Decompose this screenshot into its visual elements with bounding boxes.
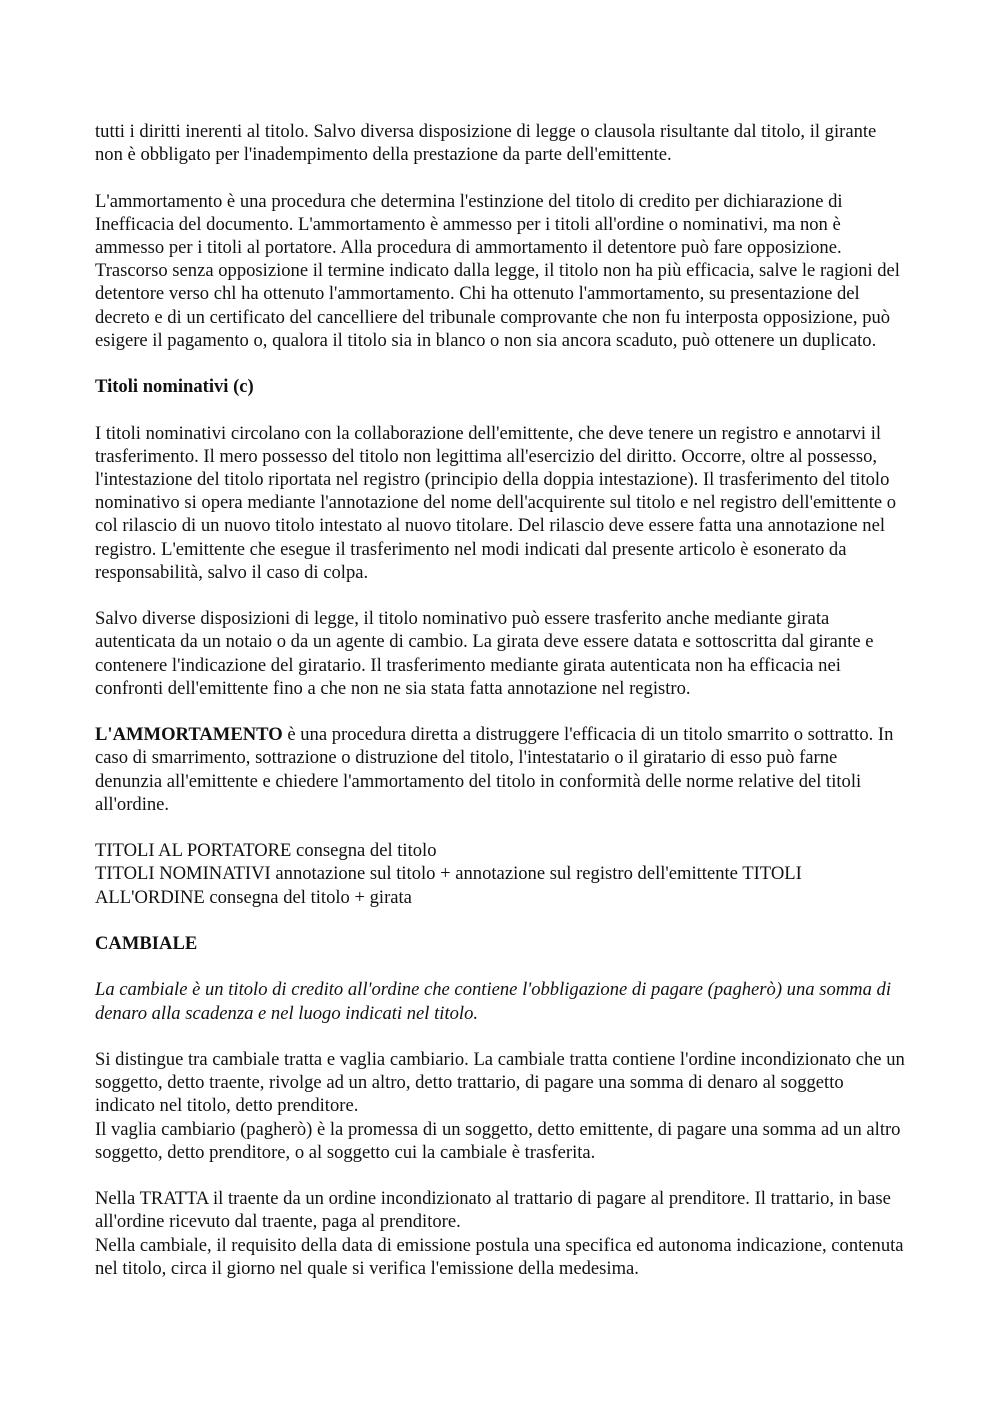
text-cambiale-tratta: Si distingue tra cambiale tratta e vaglia cambiario. La cambiale tratta contiene l'ordine incondizionato che un soggetto, detto traente, rivolge ad un altro, detto trattario, di pagare una somma di denaro al soggetto indicato nel titolo, detto prenditore. xyxy=(95,1048,905,1117)
summary-line-portatore: TITOLI AL PORTATORE consegna del titolo xyxy=(95,840,437,862)
paragraph-ammortamento-text: è una procedura diretta a distruggere l'efficacia di un titolo smarrito o sottratto. In caso di smarrimento, sottrazione o distruzione del titolo, l'intestatario o il giratario di esso può farne denunzia all'emittente e chiedere l'ammortamento del titolo in conformità delle norme relative del titoli all'ordine. xyxy=(95,724,894,815)
paragraph-tratta-vaglia xyxy=(95,1048,907,1164)
text-vaglia-cambiario: Il vaglia cambiario (pagherò) è la promessa di un soggetto, detto emittente, di pagare una somma ad un altro soggetto, detto prenditore, o al soggetto cui la cambiale è trasferita. xyxy=(95,1118,901,1163)
paragraph-summary-circolazione xyxy=(95,839,907,909)
paragraph-titoli-nominativi-circolazione: I titoli nominativi circolano con la collaborazione dell'emittente, che deve tenere un registro e annotarvi il trasferimento. Il mero possesso del titolo non legittima all'esercizio del diritto. Occorre, oltre al possesso, l'intestazione del titolo riportata nel registro (principio della doppia intestazione). Il trasferimento del titolo nominativo si opera mediante l'annotazione del nome dell'acquirente sul titolo e nel registro dell'emittente o col rilascio di un nuovo titolo intestato al nuovo titolare. Del rilascio deve essere fatta una annotazione nel registro. L'emittente che esegue il trasferimento nel modi indicati dal presente articolo è esonerato da responsabilità, salvo il caso di colpa. xyxy=(95,422,897,583)
paragraph-ammortamento-intro: L'ammortamento è una procedura che determina l'estinzione del titolo di credito per dichiarazione di Inefficacia del documento. L'ammortamento è ammesso per i titoli all'ordine o nominativi, ma non è ammesso per i titoli al portatore. Alla procedura di ammortamento il detentore può fare opposizione. Trascorso senza opposizione il termine indicato dalla legge, il titolo non ha più efficacia, salve le ragioni del detentore verso chl ha ottenuto l'ammortamento. Chi ha ottenuto l'ammortamento, su presentazione del decreto e di un certificato del cancelliere del tribunale comprovante che non fu interposta opposizione, può esigere il pagamento o, qualora il titolo sia in blanco o non sia ancora scaduto, può ottenere un duplicato. xyxy=(95,190,900,351)
page-body xyxy=(95,120,907,1303)
heading-titoli-nominativi: Titoli nominativi (c) xyxy=(95,376,254,398)
text-data-emissione: Nella cambiale, il requisito della data di emissione postula una specifica ed autonoma indicazione, contenuta nel titolo, circa il giorno nel quale si verifica l'emissione della medesima. xyxy=(95,1234,904,1279)
heading-cambiale: CAMBIALE xyxy=(95,933,198,954)
paragraph-girante: tutti i diritti inerenti al titolo. Salvo diversa disposizione di legge o clausola risultante dal titolo, il girante non è obbligato per l'inadempimento della prestazione da parte dell'emittente. xyxy=(95,121,877,166)
text-tratta: Nella TRATTA il traente da un ordine incondizionato al trattario di pagare al prenditore. Il trattario, in base all'ordine ricevuto dal traente, paga al prenditore. xyxy=(95,1188,891,1233)
paragraph-ammortamento-nominativi xyxy=(95,723,907,816)
term-ammortamento: L'AMMORTAMENTO xyxy=(95,724,283,746)
paragraph-cambiale-definizione: La cambiale è un titolo di credito all'ordine che contiene l'obbligazione di pagare (pagherò) una somma di denaro alla scadenza e nel luogo indicati nel titolo. xyxy=(95,979,892,1024)
paragraph-tratta-emissione xyxy=(95,1187,907,1280)
paragraph-girata-autenticata: Salvo diverse disposizioni di legge, il titolo nominativo può essere trasferito anche mediante girata autenticata da un notaio o da un agente di cambio. La girata deve essere datata e sottoscritta dal girante e contenere l'indicazione del giratario. Il trasferimento mediante girata autenticata non ha efficacia nei confronti dell'emittente fino a che non ne sia stata fatta annotazione nel registro. xyxy=(95,608,874,699)
summary-line-nominativi-ordine: TITOLI NOMINATIVI annotazione sul titolo + annotazione sul registro dell'emittente TITOLI ALL'ORDINE consegna del titolo + girata xyxy=(95,863,802,908)
